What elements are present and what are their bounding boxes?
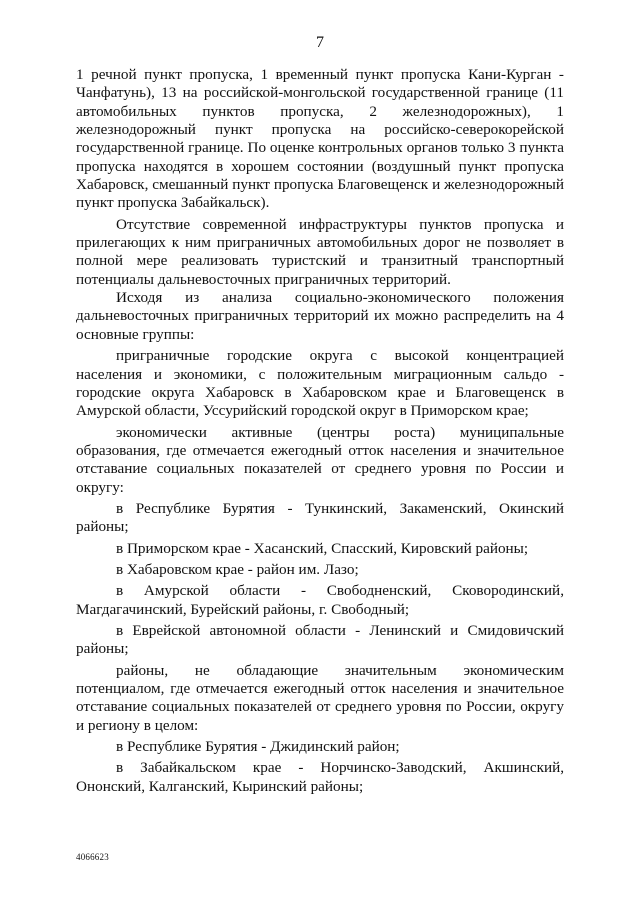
list-item-zabaikalsky: в Забайкальском крае - Норчинско-Заводский, Акшинский, Ононский, Калганский, Кыринский районы;: [76, 759, 564, 795]
list-item-amur: в Амурской области - Свободненский, Сковородинский, Магдагачинский, Бурейский районы, г. Свободный;: [76, 582, 564, 618]
paragraph-checkpoints-continued: 1 речной пункт пропуска, 1 временный пункт пропуска Кани-Курган - Чанфатунь), 13 на российской-монгольской государственной границе (11 автомобильных пунктов пропуска, 2 железнодорожных), 1 железнодорожный пункт пропуска на российско-северокорейской государственной границе. По оценке контрольных органов только 3 пункта пропуска находятся в хорошем состоянии (воздушный пункт пропуска Хабаровск, смешанный пункт пропуска Благовещенск и железнодорожный пункт пропуска Забайкальск).: [76, 66, 564, 212]
page-number: 7: [316, 34, 324, 51]
list-item-jewish-ao: в Еврейской автономной области - Ленинский и Смидовичский районы;: [76, 621, 564, 658]
document-body: [76, 66, 564, 796]
paragraph-group-3: районы, не обладающие значительным экономическим потенциалом, где отмечается ежегодный отток населения и значительное отставание социальных показателей от среднего уровня по России, округу и региону в целом:: [76, 661, 564, 734]
paragraph-group-1: приграничные городские округа с высокой концентрацией населения и экономики, с положительным миграционным сальдо - городские округа Хабаровск в Хабаровском крае и Благовещенск в Амурской области, Уссурийский городской округ в Приморском крае;: [76, 347, 564, 420]
list-item-buryatia: в Республике Бурятия - Тункинский, Закаменский, Окинский районы;: [76, 499, 564, 536]
list-item-khabarovsk: в Хабаровском крае - район им. Лазо;: [116, 560, 359, 578]
document-code: 4066623: [76, 852, 109, 862]
paragraph-group-2: экономически активные (центры роста) муниципальные образования, где отмечается ежегодный отток населения и значительное отставание социальных показателей от среднего уровня по России и округу:: [76, 423, 564, 496]
list-item-primorsky: в Приморском крае - Хасанский, Спасский, Кировский районы;: [116, 539, 529, 557]
list-item-buryatia-dzhida: в Республике Бурятия - Джидинский район;: [116, 738, 400, 756]
paragraph-infrastructure: Отсутствие современной инфраструктуры пунктов пропуска и прилегающих к ним приграничных автомобильных дорог не позволяет в полной мере реализовать туристский и транзитный транспортный потенциалы дальневосточных приграничных территорий.: [76, 215, 564, 288]
paragraph-groups-intro: Исходя из анализа социально-экономического положения дальневосточных приграничных территорий их можно распределить на 4 основные группы:: [76, 289, 564, 343]
